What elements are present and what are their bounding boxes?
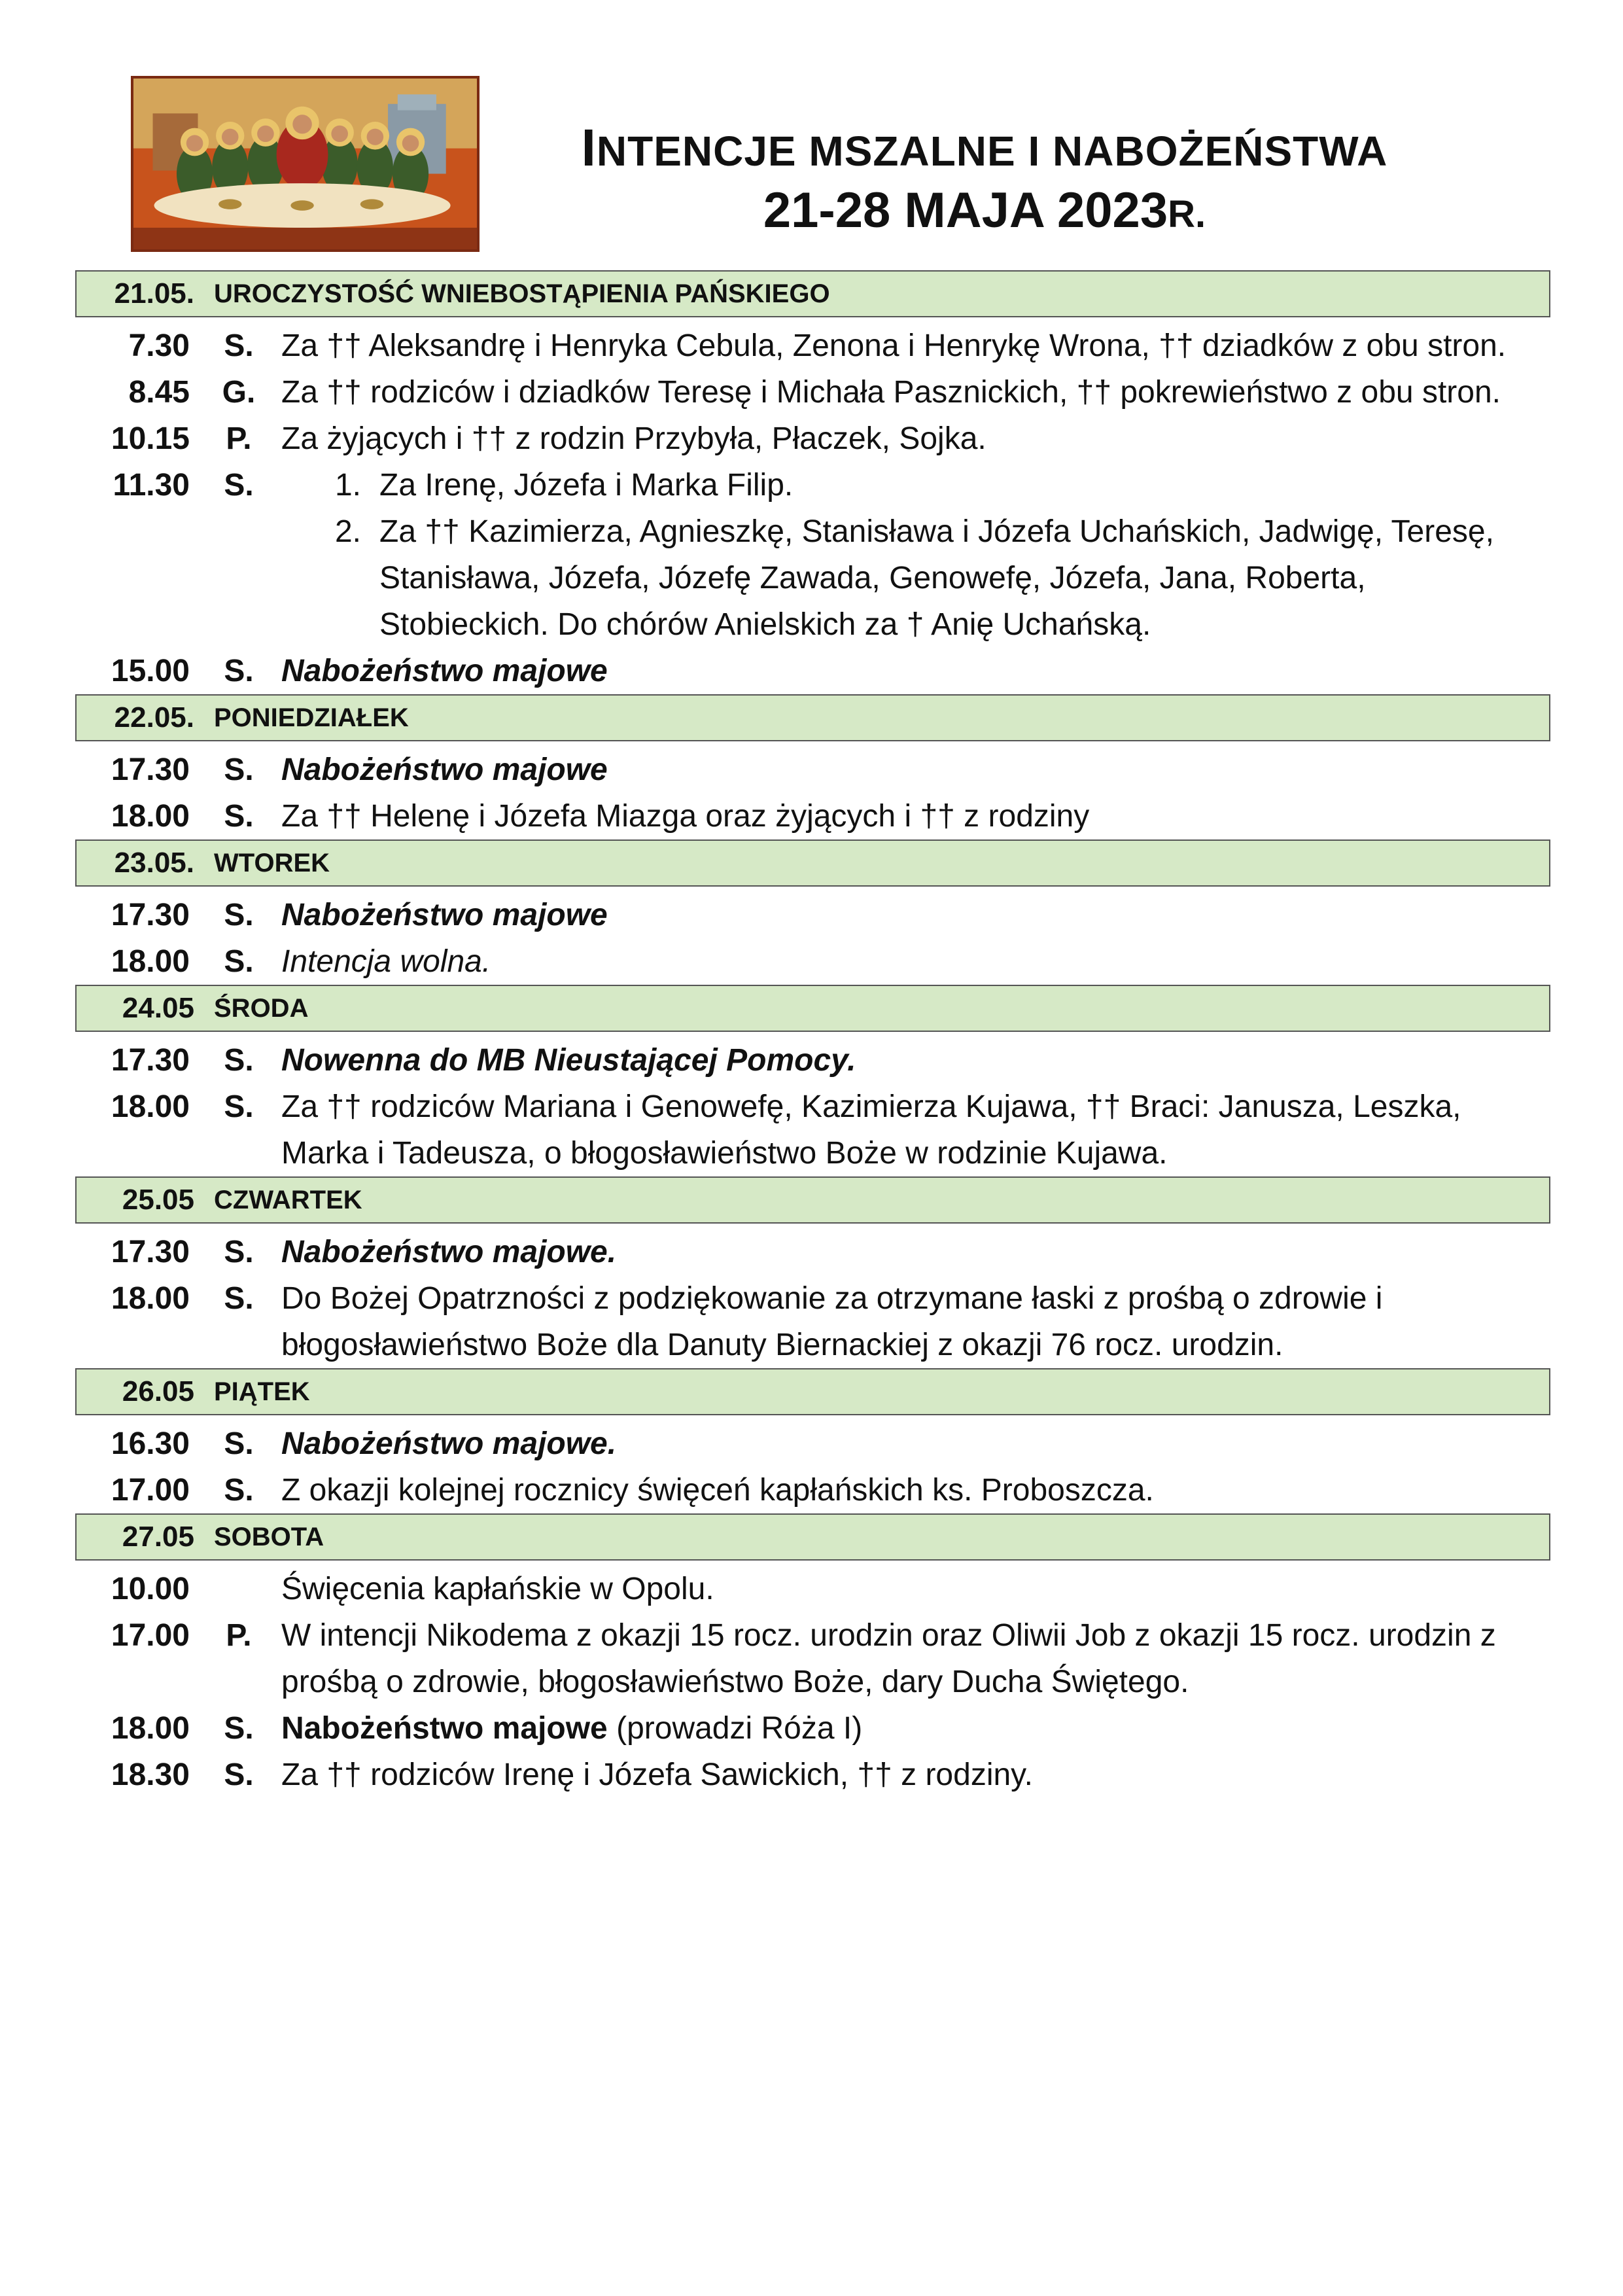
day-name: PIĄTEK	[214, 1377, 310, 1406]
mass-entry	[75, 892, 1550, 938]
entry-place: S.	[224, 1235, 254, 1269]
day-header	[75, 985, 1550, 1032]
entry-text-content: Nabożeństwo majowe	[281, 654, 608, 688]
entry-place: S.	[224, 752, 254, 787]
entry-text	[281, 1566, 1550, 1612]
day-block	[75, 270, 1550, 694]
entry-text-content: Nabożeństwo majowe	[281, 898, 608, 932]
entry-text	[281, 1705, 1550, 1752]
day-name: SOBOTA	[214, 1522, 324, 1551]
day-name: WTOREK	[214, 848, 330, 877]
entry-text	[281, 892, 1550, 938]
day-date: 24.05	[122, 992, 194, 1024]
entry-time: 10.15	[111, 421, 190, 456]
day-header	[75, 694, 1550, 741]
entry-time: 7.30	[128, 328, 190, 363]
entry-place: S.	[224, 1757, 254, 1792]
entry-text	[281, 1229, 1550, 1275]
mass-entry	[75, 1752, 1550, 1798]
entry-time: 17.00	[111, 1618, 190, 1653]
day-header	[75, 1513, 1550, 1561]
day-block	[75, 1513, 1550, 1798]
mass-entry	[75, 369, 1550, 415]
entry-place: S.	[224, 944, 254, 979]
entry-time: 18.00	[111, 799, 190, 834]
entry-place: S.	[224, 1711, 254, 1746]
mass-entry	[75, 938, 1550, 985]
entry-text	[281, 938, 1550, 985]
day-block	[75, 1368, 1550, 1513]
entry-time: 16.30	[111, 1426, 190, 1461]
entry-time: 18.30	[111, 1757, 190, 1792]
entry-place: S.	[224, 799, 254, 834]
entry-text	[281, 747, 1550, 793]
entry-text	[281, 1084, 1550, 1176]
entry-text-content: Za †† Helenę i Józefa Miazga oraz żyjących i †† z rodziny	[281, 799, 1090, 834]
entry-text-content: (prowadzi Róża I)	[607, 1711, 863, 1746]
entry-time: 8.45	[128, 375, 190, 410]
entry-time: 11.30	[113, 468, 190, 503]
entry-text-content: Nabożeństwo majowe.	[281, 1426, 617, 1461]
mass-entry	[75, 1705, 1550, 1752]
entry-text-content: Za †† Aleksandrę i Henryka Cebula, Zenona i Henrykę Wrona, †† dziadków z obu stron.	[281, 328, 1507, 363]
mass-entry	[75, 323, 1550, 369]
entry-text	[281, 462, 1550, 648]
day-name: UROCZYSTOŚĆ WNIEBOSTĄPIENIA PAŃSKIEGO	[214, 279, 830, 308]
entry-place: S.	[224, 468, 254, 503]
mass-entry	[75, 1229, 1550, 1275]
entry-place: P.	[226, 1618, 252, 1653]
day-header	[75, 1368, 1550, 1415]
day-name: CZWARTEK	[214, 1185, 362, 1214]
entry-time: 15.00	[111, 654, 190, 688]
mass-entry	[75, 462, 1550, 648]
mass-entry	[75, 415, 1550, 462]
entry-place: G.	[222, 375, 256, 410]
mass-entry	[75, 1037, 1550, 1084]
entry-time: 17.30	[111, 752, 190, 787]
entry-place: S.	[224, 898, 254, 932]
entry-text-content: Nabożeństwo majowe.	[281, 1235, 617, 1269]
entry-place: S.	[224, 1089, 254, 1124]
mass-entry	[75, 1275, 1550, 1368]
numbered-intention	[281, 508, 1524, 648]
entry-time: 18.00	[111, 1281, 190, 1316]
page-title-line1: INTENCJE MSZALNE I NABOŻEŃSTWA	[581, 118, 1388, 177]
entry-place: S.	[224, 1281, 254, 1316]
mass-entry	[75, 1467, 1550, 1513]
numbered-intention	[281, 462, 1524, 508]
entry-time: 17.30	[111, 1043, 190, 1078]
entry-text-content: Za †† rodziców Mariana i Genowefę, Kazimierza Kujawa, †† Braci: Janusza, Leszka, Marka i Tadeusza, o błogosławieństwo Boże w rodzinie Kujawa.	[281, 1089, 1461, 1171]
day-name: PONIEDZIAŁEK	[214, 703, 409, 732]
day-date: 27.05	[122, 1521, 194, 1553]
entry-place: S.	[224, 1043, 254, 1078]
mass-entry	[75, 1612, 1550, 1705]
day-header	[75, 839, 1550, 887]
entry-time: 17.30	[111, 1235, 190, 1269]
entry-place: S.	[224, 654, 254, 688]
intention-number: 1.	[334, 468, 361, 503]
entry-time: 18.00	[111, 1711, 190, 1746]
entry-text	[281, 415, 1550, 462]
entry-text	[281, 1612, 1550, 1705]
intention-text: Za Irenę, Józefa i Marka Filip.	[379, 468, 794, 503]
day-block	[75, 985, 1550, 1176]
entry-text-content: Za †† rodziców i dziadków Teresę i Michała Pasznickich, †† pokrewieństwo z obu stron.	[281, 375, 1501, 410]
entry-time: 18.00	[111, 944, 190, 979]
entry-place: S.	[224, 1473, 254, 1508]
entry-text-content: Nowenna do MB Nieustającej Pomocy.	[281, 1043, 856, 1078]
day-header	[75, 1176, 1550, 1224]
last-supper-icon-image	[131, 76, 480, 252]
intention-number: 2.	[334, 514, 361, 549]
entry-text-content: Nabożeństwo majowe	[281, 752, 608, 787]
entry-text-content: W intencji Nikodema z okazji 15 rocz. urodzin oraz Oliwii Job z okazji 15 rocz. urodzin z prośbą o zdrowie, błogosławieństwo Boże, dary Ducha Świętego.	[281, 1618, 1496, 1699]
entry-text	[281, 793, 1550, 839]
entry-time: 18.00	[111, 1089, 190, 1124]
entry-text-content: Święcenia kapłańskie w Opolu.	[281, 1572, 714, 1606]
day-header	[75, 270, 1550, 317]
mass-entry	[75, 648, 1550, 694]
entry-text-content: Z okazji kolejnej rocznicy święceń kapłańskich ks. Proboszcza.	[281, 1473, 1154, 1508]
intention-text: Za †† Kazimierza, Agnieszkę, Stanisława i Józefa Uchańskich, Jadwigę, Teresę, Stanisława, Józefa, Józefę Zawada, Genowefę, Józefa, Jana, Roberta, Stobieckich. Do chórów Anielskich za † Anię Uchańską.	[379, 514, 1494, 642]
entry-text	[281, 1037, 1550, 1084]
day-name: ŚRODA	[214, 993, 309, 1023]
entry-text	[281, 369, 1550, 415]
entry-text-content: Za †† rodziców Irenę i Józefa Sawickich, †† z rodziny.	[281, 1757, 1033, 1792]
entry-text	[281, 1752, 1550, 1798]
day-date: 22.05.	[114, 701, 194, 733]
entry-text	[281, 1467, 1550, 1513]
mass-entry	[75, 793, 1550, 839]
entry-text	[281, 323, 1550, 369]
entry-place: P.	[226, 421, 252, 456]
entry-text-content: Intencja wolna.	[281, 944, 491, 979]
day-date: 25.05	[122, 1184, 194, 1216]
day-date: 21.05.	[114, 277, 194, 309]
mass-entry	[75, 1084, 1550, 1176]
entry-place: S.	[224, 328, 254, 363]
entry-time: 17.00	[111, 1473, 190, 1508]
day-date: 26.05	[122, 1375, 194, 1407]
page-title-dates: 21-28 MAJA 2023R.	[763, 183, 1206, 238]
entry-text-content: Za żyjących i †† z rodzin Przybyła, Płaczek, Sojka.	[281, 421, 986, 456]
entry-text	[281, 648, 1550, 694]
entry-text	[281, 1421, 1550, 1467]
entry-text-bold: Nabożeństwo majowe	[281, 1711, 608, 1746]
entry-place: S.	[224, 1426, 254, 1461]
day-block	[75, 839, 1550, 985]
entry-time: 10.00	[111, 1572, 190, 1606]
mass-entry	[75, 1421, 1550, 1467]
day-block	[75, 1176, 1550, 1368]
day-date: 23.05.	[114, 847, 194, 879]
day-block	[75, 694, 1550, 839]
mass-entry	[75, 747, 1550, 793]
entry-text-content: Do Bożej Opatrzności z podziękowanie za otrzymane łaski z prośbą o zdrowie i błogosławieństwo Boże dla Danuty Biernackiej z okazji 76 rocz. urodzin.	[281, 1281, 1383, 1362]
entry-text	[281, 1275, 1550, 1368]
mass-entry	[75, 1566, 1550, 1612]
entry-time: 17.30	[111, 898, 190, 932]
schedule	[75, 270, 1550, 1798]
